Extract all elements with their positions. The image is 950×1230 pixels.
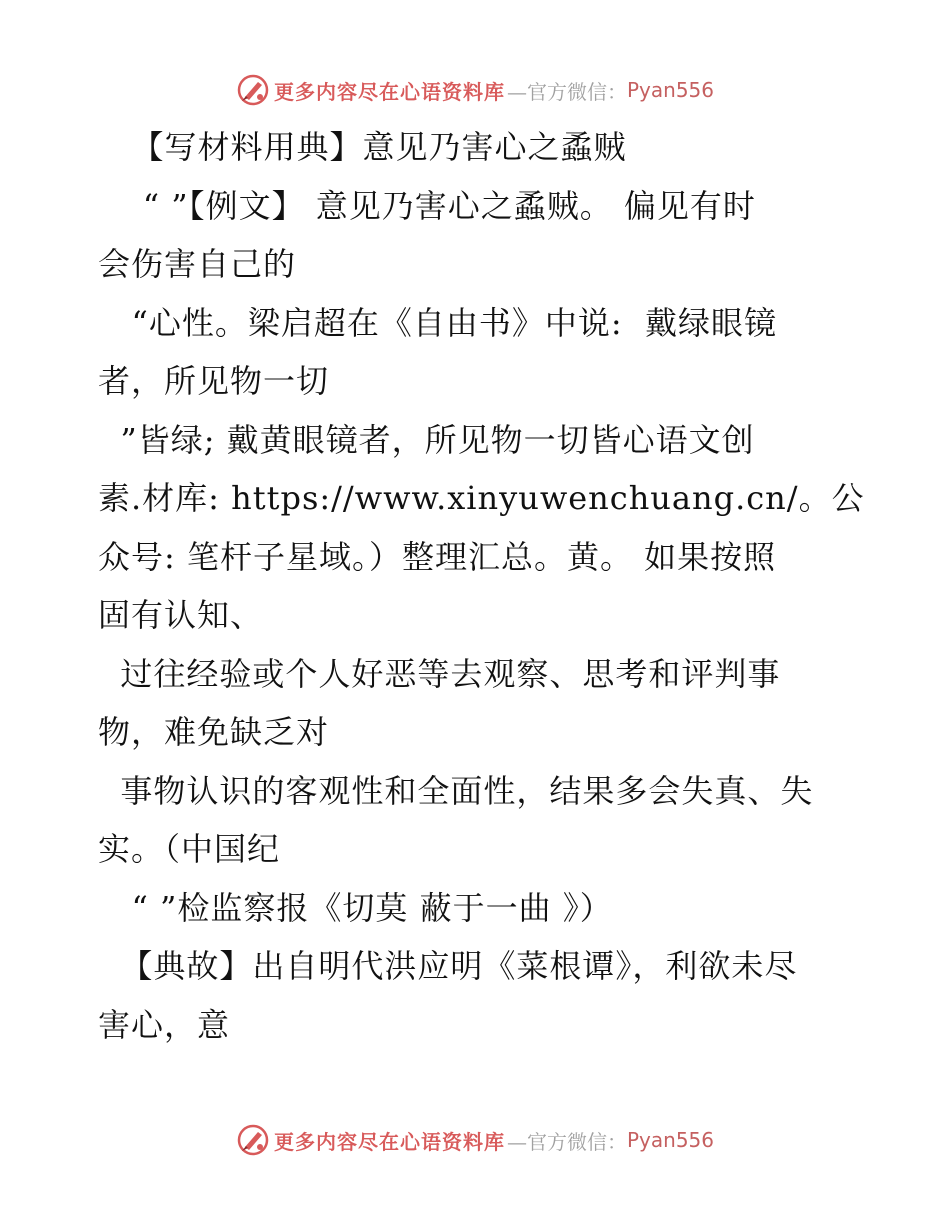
body-text (98, 118, 865, 1054)
text-line: 害心，意 (98, 1005, 231, 1044)
footer-banner (0, 1120, 950, 1160)
text-line: 实。（中国纪 (98, 830, 281, 868)
promo-text: 更多内容尽在心语资料库 (273, 79, 505, 104)
text-line: 【写材料用典】意见乃害心之蟊贼 (98, 128, 627, 166)
pen-seal-logo-icon (236, 73, 270, 107)
wechat-id: Pyan556 (626, 1128, 714, 1152)
text-line: ”皆绿; 戴黄眼镜者，所见物一切皆心语文创 (98, 420, 755, 459)
text-line: 会伤害自己的 (98, 245, 297, 283)
promo-text: 更多内容尽在心语资料库 (273, 1129, 505, 1154)
pen-seal-logo-icon (236, 1123, 270, 1157)
separator-text: —官方微信： (506, 1129, 627, 1154)
text-line: 者，所见物一切 (98, 362, 330, 400)
header-banner (0, 70, 950, 110)
text-line: “ ”检监察报《切莫 蔽于一曲 》） (98, 888, 613, 927)
wechat-id: Pyan556 (626, 78, 714, 102)
text-line: 事物认识的客观性和全面性，结果多会失真、失 (98, 771, 814, 810)
text-line: 过往经验或个人好恶等去观察、思考和评判事 (98, 654, 781, 693)
text-line: 众号: 笔杆子星域。）整理汇总。黄。 如果按照 (98, 537, 777, 576)
text-line: “ ”【例文】 意见乃害心之蟊贼。 偏见有时 (98, 186, 756, 225)
separator-text: —官方微信： (506, 79, 627, 104)
text-line: 固有认知、 (98, 596, 264, 634)
text-line: “心性。梁启超在《自由书》中说: 戴绿眼镜 (98, 303, 778, 342)
text-line: 素.材库: https://www.xinyuwenchuang.cn/。公 (98, 479, 865, 517)
text-line: 物，难免缺乏对 (98, 713, 330, 751)
text-line: 【典故】出自明代洪应明《菜根谭》，利欲未尽 (98, 947, 798, 985)
